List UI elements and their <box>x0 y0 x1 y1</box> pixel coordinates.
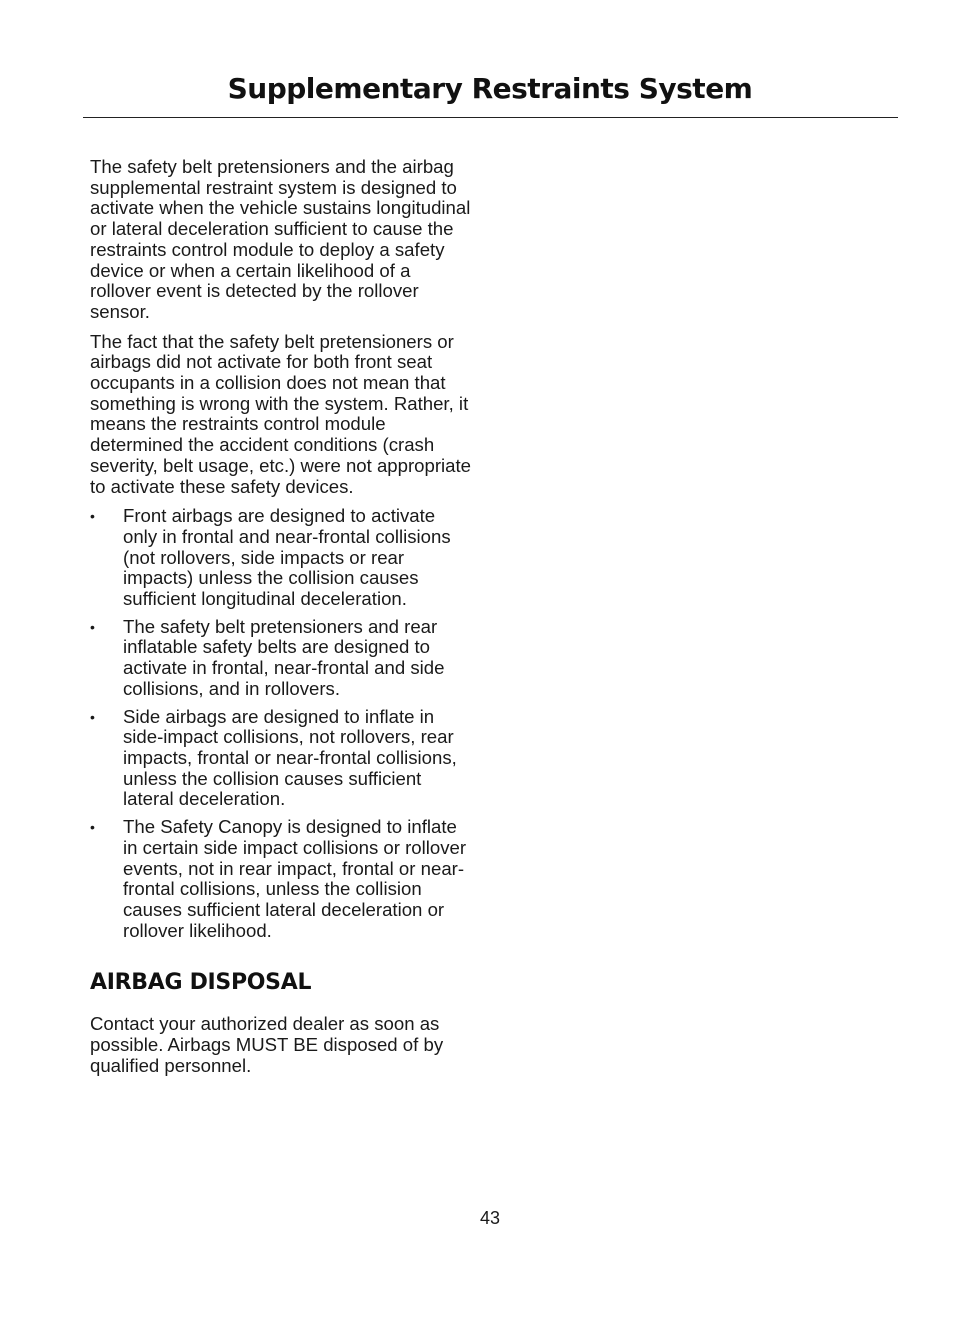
main-column <box>90 157 474 1085</box>
bullet-icon: • <box>90 708 95 725</box>
list-item-text: Side airbags are designed to inflate in side-impact collisions, not rollovers, rear impacts, frontal or near-frontal collisions, unless the collision causes sufficient lateral deceleration. <box>123 705 457 810</box>
list-item-text: The safety belt pretensioners and rear inflatable safety belts are designed to activate in frontal, near-frontal and side collisions, and in rollovers. <box>123 615 445 699</box>
bullet-icon: • <box>90 508 95 525</box>
bullet-icon: • <box>90 819 95 836</box>
list-item-text: The Safety Canopy is designed to inflate in certain side impact collisions or rollover events, not in rear impact, frontal or near-frontal collisions, unless the collision causes sufficient lateral deceleration or rollover likelihood. <box>123 816 467 941</box>
list-item <box>90 617 474 700</box>
page-title: Supplementary Restraints System <box>227 72 753 105</box>
bullet-icon: • <box>90 618 95 635</box>
paragraph-activation: The safety belt pretensioners and the airbag supplemental restraint system is designed to activate when the vehicle sustains longitudinal or lateral deceleration sufficient to cause the restraints control module to deploy a safety device or when a certain likelihood of a rollover event is detected by the rollover sensor. <box>90 156 471 322</box>
list-item-text: Front airbags are designed to activate only in frontal and near-frontal collisions (not rollovers, side impacts or rear impacts) unless the collision causes sufficient longitudinal deceleration. <box>123 505 451 610</box>
paragraph-disposal: Contact your authorized dealer as soon as possible. Airbags MUST BE disposed of by qualified personnel. <box>90 1013 444 1076</box>
section-heading-airbag-disposal: AIRBAG DISPOSAL <box>90 970 312 996</box>
paragraph-non-activation: The fact that the safety belt pretensioners or airbags did not activate for both front seat occupants in a collision does not mean that something is wrong with the system. Rather, it means the restraints control module determined the accident conditions (crash severity, belt usage, etc.) were not appropriate to activate these safety devices. <box>90 330 472 497</box>
list-item <box>90 817 474 941</box>
title-divider <box>83 117 898 118</box>
list-item <box>90 707 474 811</box>
page-number: 43 <box>479 1208 501 1228</box>
deployment-bullet-list <box>90 506 474 941</box>
list-item <box>90 506 474 610</box>
